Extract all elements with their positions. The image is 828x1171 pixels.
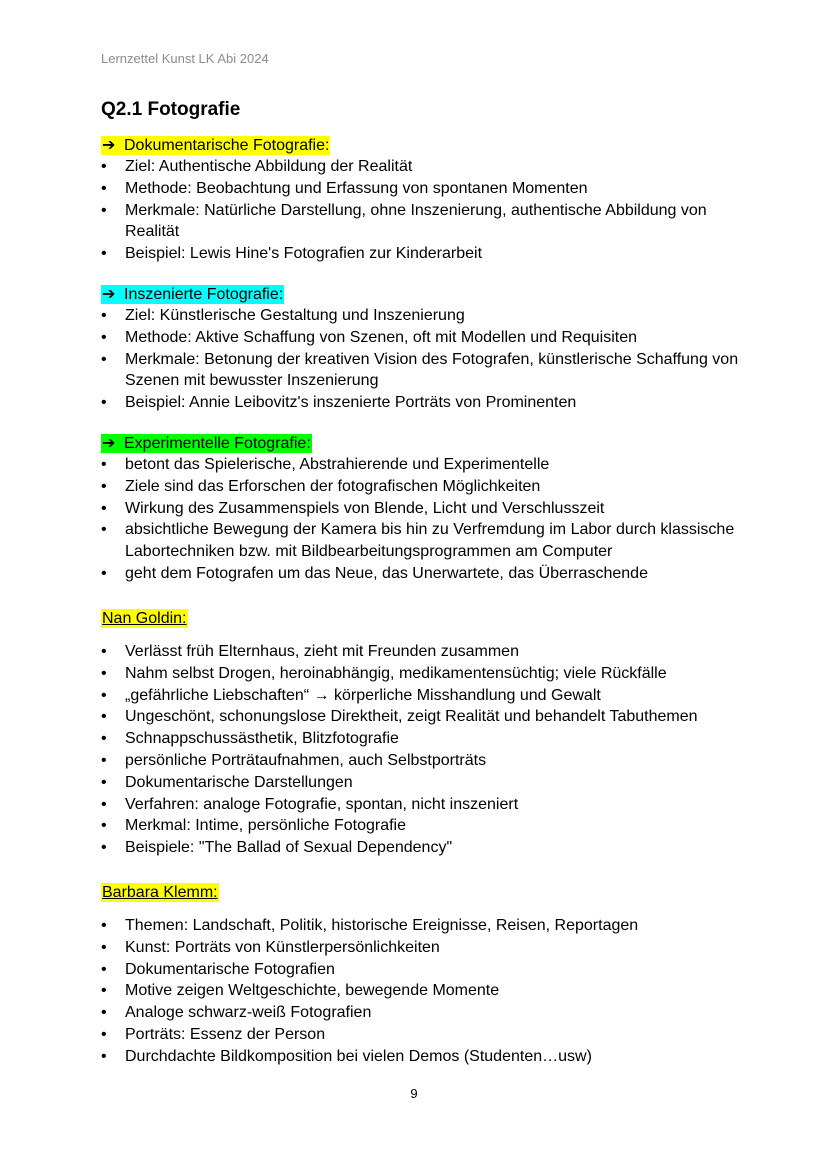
- section-heading: [101, 433, 751, 454]
- list-item: • Porträts: Essenz der Person: [101, 1024, 751, 1046]
- list-item: • Beispiele: "The Ballad of Sexual Dependency": [101, 837, 751, 859]
- list-item: • Ziel: Authentische Abbildung der Realität: [101, 156, 751, 178]
- list-item: • persönliche Porträtaufnahmen, auch Selbstporträts: [101, 750, 751, 772]
- list-item: • Methode: Aktive Schaffung von Szenen, oft mit Modellen und Requisiten: [101, 327, 751, 349]
- list-item: • Verlässt früh Elternhaus, zieht mit Freunden zusammen: [101, 641, 751, 663]
- bullet-list: [101, 454, 751, 585]
- section-nan-goldin: [101, 608, 751, 859]
- heading-highlight: [101, 285, 284, 304]
- list-item: • Kunst: Porträts von Künstlerpersönlichkeiten: [101, 937, 751, 959]
- page-number: 9: [410, 1086, 418, 1101]
- section-dokumentarische-fotografie: [101, 135, 751, 265]
- section-heading: [101, 284, 751, 305]
- list-item: • Wirkung des Zusammenspiels von Blende, Licht und Verschlusszeit: [101, 498, 751, 520]
- list-item: • Beispiel: Lewis Hine's Fotografien zur Kinderarbeit: [101, 243, 751, 265]
- section-barbara-klemm: [101, 882, 751, 1068]
- list-item: • absichtliche Bewegung der Kamera bis hin zu Verfremdung im Labor durch klassische Labortechniken bzw. mit Bildbearbeitungsprogrammen am Computer: [101, 519, 751, 563]
- list-item: • Merkmale: Natürliche Darstellung, ohne Inszenierung, authentische Abbildung von Realität: [101, 200, 751, 244]
- list-item: • Ziel: Künstlerische Gestaltung und Inszenierung: [101, 305, 751, 327]
- arrow-right-icon: ➔: [102, 435, 116, 452]
- page-title: Q2.1 Fotografie: [101, 99, 241, 120]
- list-item: • Merkmal: Intime, persönliche Fotografie: [101, 815, 751, 837]
- bullet-list: [101, 641, 751, 859]
- section-heading: [101, 608, 751, 629]
- list-item: • betont das Spielerische, Abstrahierende und Experimentelle: [101, 454, 751, 476]
- heading-highlight: [101, 136, 330, 155]
- bullet-list: [101, 305, 751, 414]
- list-item: • „gefährliche Liebschaften“ → körperliche Misshandlung und Gewalt: [101, 685, 751, 707]
- list-item: • Durchdachte Bildkomposition bei vielen Demos (Studenten…usw): [101, 1046, 751, 1068]
- heading-text: Dokumentarische Fotografie:: [124, 137, 330, 154]
- bullet-list: [101, 915, 751, 1068]
- section-inszenierte-fotografie: [101, 284, 751, 414]
- section-heading: [101, 882, 751, 903]
- heading-text: Inszenierte Fotografie:: [124, 286, 284, 303]
- heading-text: Barbara Klemm:: [102, 884, 218, 901]
- list-item: • Ungeschönt, schonungslose Direktheit, zeigt Realität und behandelt Tabuthemen: [101, 706, 751, 728]
- list-item: • Verfahren: analoge Fotografie, spontan, nicht inszeniert: [101, 794, 751, 816]
- list-item: • Analoge schwarz-weiß Fotografien: [101, 1002, 751, 1024]
- running-header: Lernzettel Kunst LK Abi 2024: [101, 51, 269, 66]
- list-item: • Dokumentarische Darstellungen: [101, 772, 751, 794]
- section-heading: [101, 135, 751, 156]
- heading-highlight: [101, 883, 219, 902]
- list-item: • Nahm selbst Drogen, heroinabhängig, medikamentensüchtig; viele Rückfälle: [101, 663, 751, 685]
- section-experimentelle-fotografie: [101, 433, 751, 585]
- list-item: • geht dem Fotografen um das Neue, das Unerwartete, das Überraschende: [101, 563, 751, 585]
- heading-text: Experimentelle Fotografie:: [124, 435, 311, 452]
- list-item: • Methode: Beobachtung und Erfassung von spontanen Momenten: [101, 178, 751, 200]
- arrow-right-icon: ➔: [102, 286, 116, 303]
- list-item: • Schnappschussästhetik, Blitzfotografie: [101, 728, 751, 750]
- bullet-list: [101, 156, 751, 265]
- list-item: • Motive zeigen Weltgeschichte, bewegende Momente: [101, 980, 751, 1002]
- arrow-right-icon: ➔: [102, 137, 116, 154]
- list-item: • Merkmale: Betonung der kreativen Vision des Fotografen, künstlerische Schaffung von Szenen mit bewusster Inszenierung: [101, 349, 751, 393]
- heading-highlight: [101, 434, 312, 453]
- list-item: • Beispiel: Annie Leibovitz's inszenierte Porträts von Prominenten: [101, 392, 751, 414]
- list-item: • Themen: Landschaft, Politik, historische Ereignisse, Reisen, Reportagen: [101, 915, 751, 937]
- heading-highlight: [101, 609, 188, 628]
- heading-text: Nan Goldin:: [102, 610, 187, 627]
- list-item: • Ziele sind das Erforschen der fotografischen Möglichkeiten: [101, 476, 751, 498]
- list-item: • Dokumentarische Fotografien: [101, 959, 751, 981]
